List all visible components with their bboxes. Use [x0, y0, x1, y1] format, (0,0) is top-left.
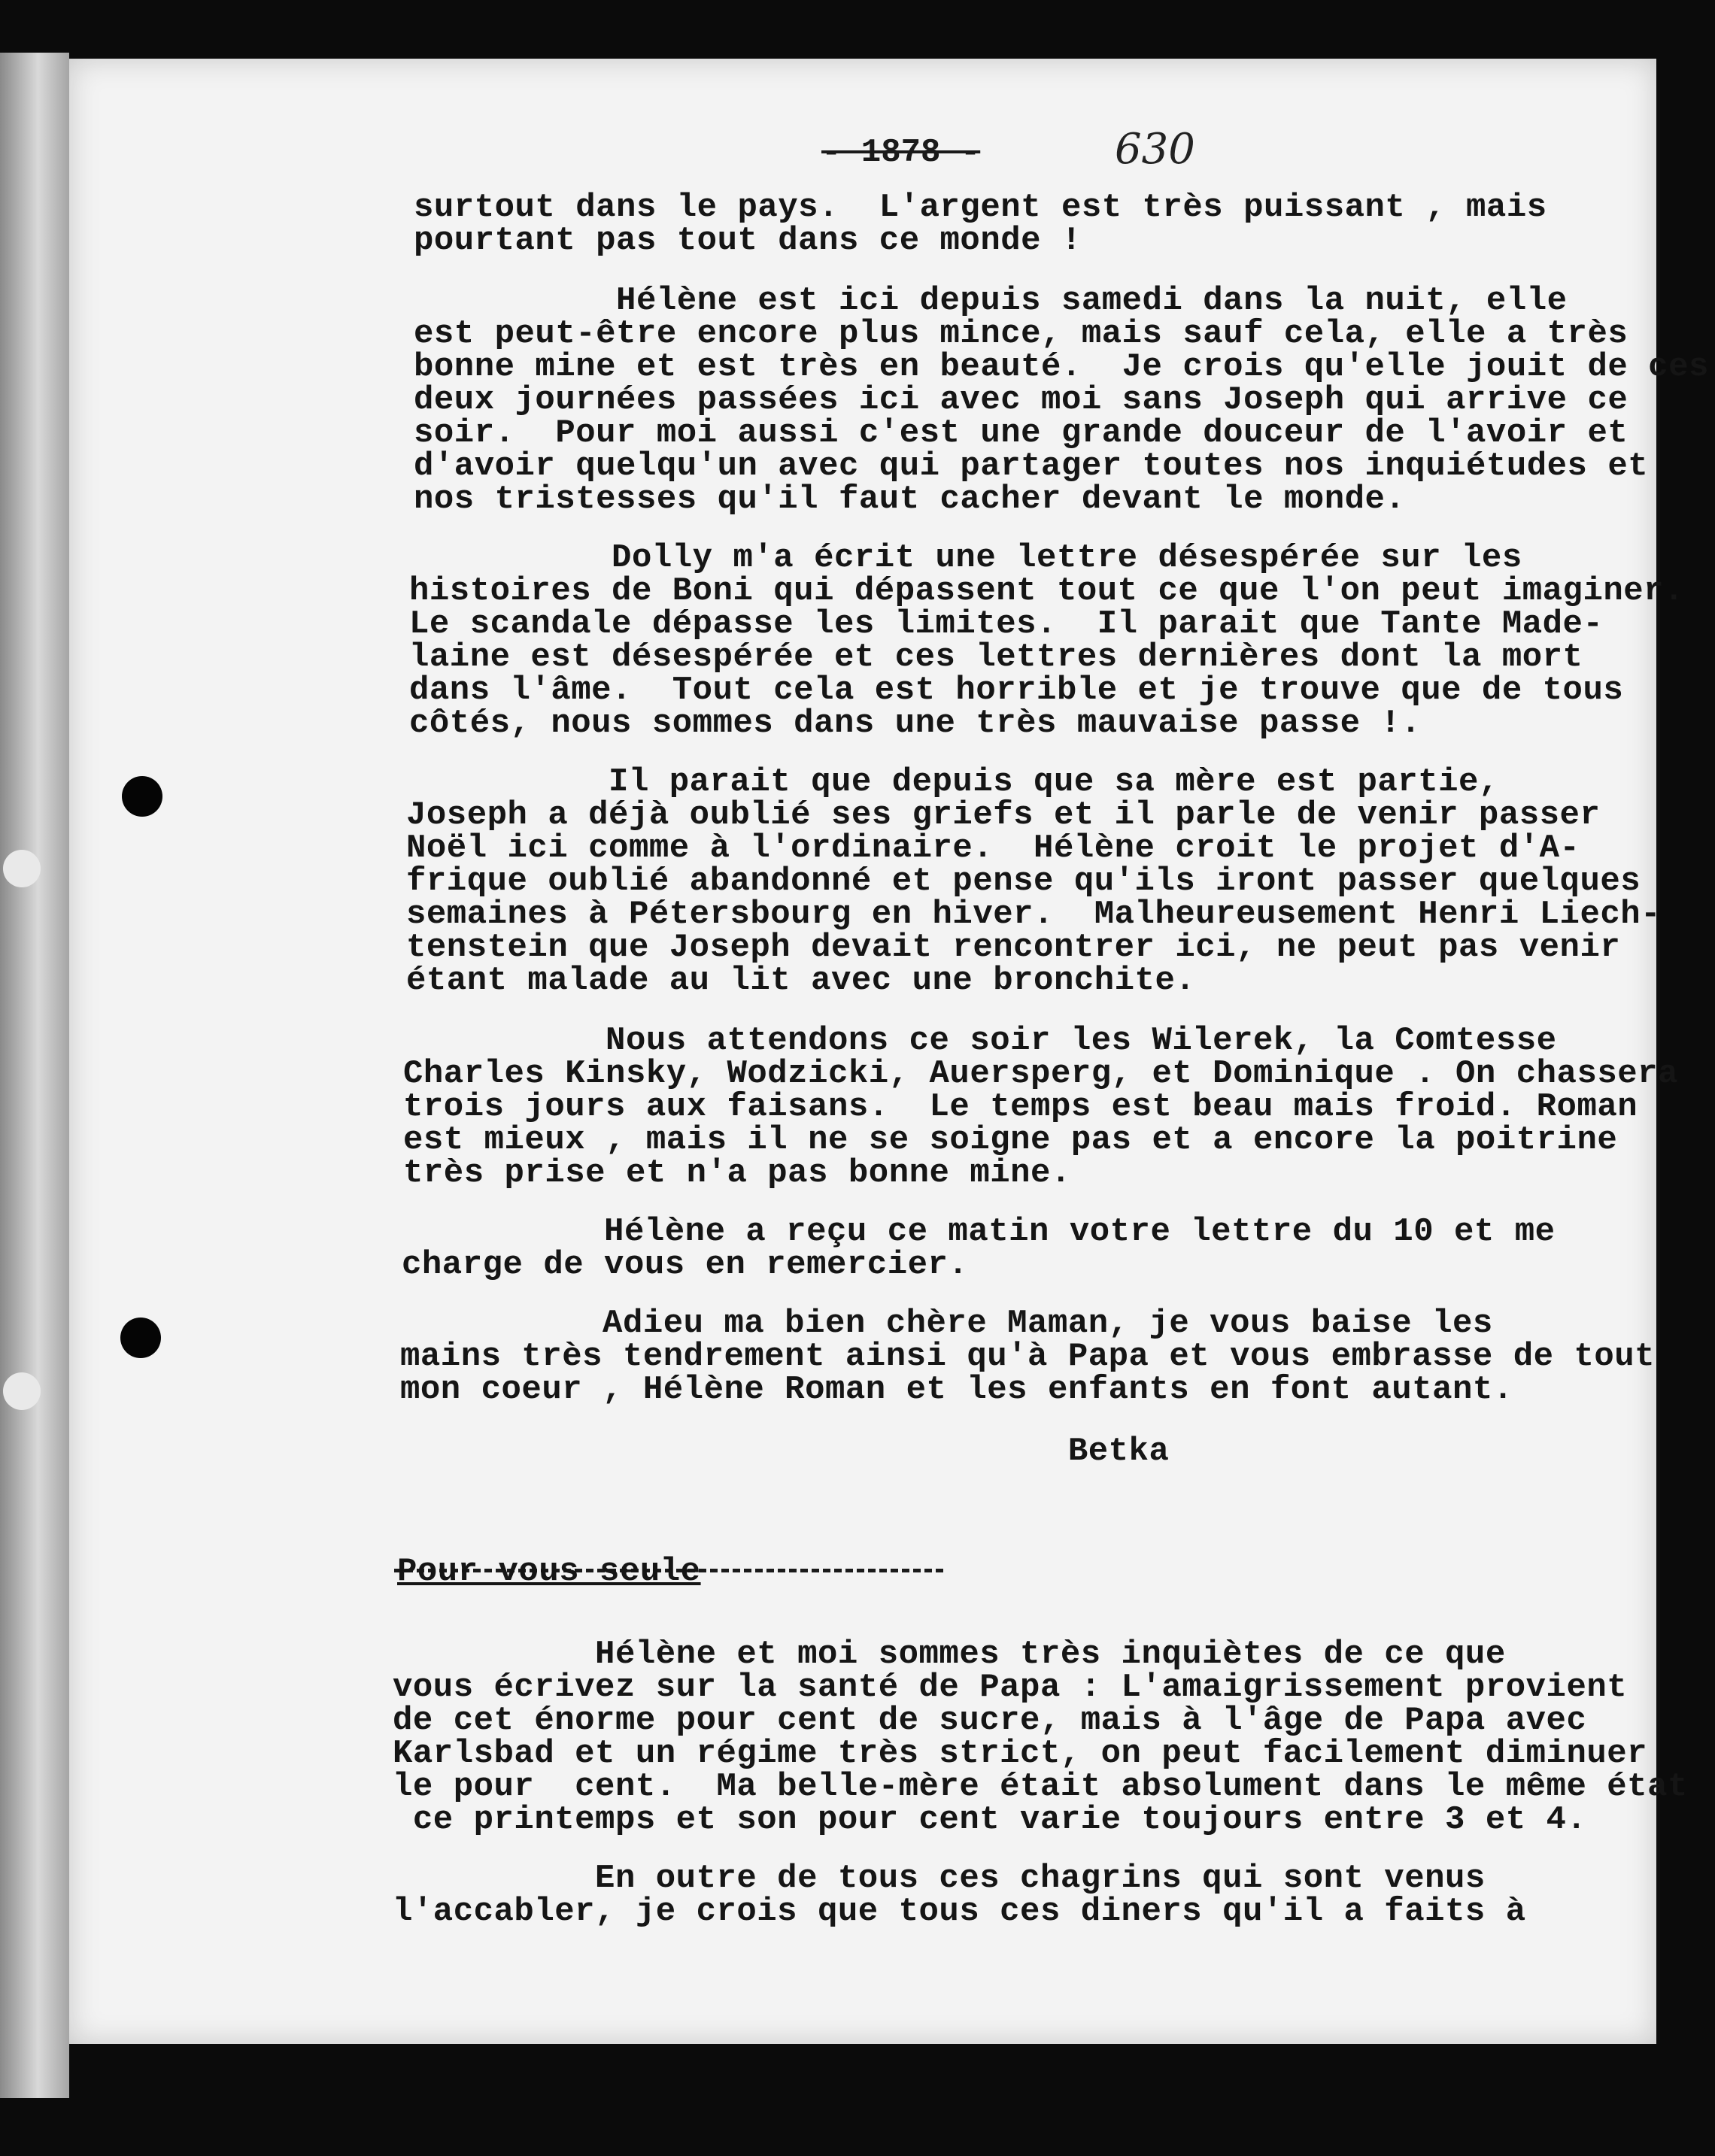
text-line: soir. Pour moi aussi c'est une grande douceur de l'avoir et: [414, 414, 1628, 452]
text-line: Dolly m'a écrit une lettre désespérée sur les: [409, 539, 1522, 577]
text-line: côtés, nous sommes dans une très mauvaise passe !.: [409, 705, 1422, 742]
document-page: [69, 59, 1709, 2044]
text-line: Le scandale dépasse les limites. Il parait que Tante Made-: [409, 605, 1604, 643]
punch-hole: [120, 1318, 161, 1358]
text-line: de cet énorme pour cent de sucre, mais à l'âge de Papa avec: [393, 1702, 1587, 1739]
text-line: frique oublié abandonné et pense qu'ils iront passer quelques: [406, 863, 1641, 900]
text-line: Nous attendons ce soir les Wilerek, la Comtesse: [403, 1022, 1557, 1060]
text-line: Adieu ma bien chère Maman, je vous baise les: [400, 1305, 1493, 1342]
handwritten-page-number: 630: [1115, 125, 1195, 174]
text-line: vous écrivez sur la santé de Papa : L'amaigrissement provient: [393, 1669, 1628, 1706]
text-line: nos tristesses qu'il faut cacher devant le monde.: [414, 481, 1406, 518]
text-line: Joseph a déjà oublié ses griefs et il parle de venir passer: [406, 796, 1601, 834]
binder-spine: [0, 53, 69, 2098]
text-line: le pour cent. Ma belle-mère était absolument dans le même état: [393, 1768, 1688, 1806]
text-line: charge de vous en remercier.: [402, 1246, 969, 1284]
text-line: Karlsbad et un régime très strict, on peut facilement diminuer: [393, 1735, 1648, 1772]
text-line: dans l'âme. Tout cela est horrible et je trouve que de tous: [409, 672, 1624, 709]
text-line: Noël ici comme à l'ordinaire. Hélène croit le projet d'A-: [406, 829, 1580, 867]
text-line: mains très tendrement ainsi qu'à Papa et vous embrasse de tout: [400, 1338, 1656, 1375]
text-line: histoires de Boni qui dépassent tout ce que l'on peut imaginer.: [409, 572, 1684, 610]
text-line: semaines à Pétersbourg en hiver. Malheureusement Henri Liech-: [406, 896, 1662, 933]
text-line: très prise et n'a pas bonne mine.: [403, 1154, 1071, 1192]
typed-page-number: - 1878 -: [821, 134, 981, 171]
text-line: l'accabler, je crois que tous ces diners qu'il a faits à: [393, 1893, 1526, 1930]
text-line: pourtant pas tout dans ce monde !: [414, 222, 1082, 259]
binder-ring: [3, 1372, 41, 1410]
text-line: est mieux , mais il ne se soigne pas et a encore la poitrine: [403, 1121, 1618, 1159]
text-line: En outre de tous ces chagrins qui sont venus: [393, 1860, 1486, 1897]
text-line: deux journées passées ici avec moi sans Joseph qui arrive ce: [414, 381, 1628, 419]
text-line: Hélène est ici depuis samedi dans la nuit, elle: [414, 282, 1568, 320]
text-line: étant malade au lit avec une bronchite.: [406, 962, 1196, 999]
text-line: d'avoir quelqu'un avec qui partager toutes nos inquiétudes et: [414, 447, 1649, 485]
text-line: trois jours aux faisans. Le temps est beau mais froid. Roman: [403, 1088, 1638, 1126]
text-line: est peut-être encore plus mince, mais sauf cela, elle a très: [414, 315, 1628, 353]
text-line: bonne mine et est très en beauté. Je crois qu'elle jouit de ces: [414, 348, 1709, 386]
section-heading: Pour vous seule: [397, 1553, 701, 1590]
signature-line: Betka: [400, 1433, 1170, 1470]
text-line: Il parait que depuis que sa mère est partie,: [406, 763, 1499, 801]
text-line: surtout dans le pays. L'argent est très puissant , mais: [414, 189, 1547, 226]
text-line: Charles Kinsky, Wodzicki, Auersperg, et Dominique . On chassera: [403, 1055, 1678, 1093]
binder-ring: [3, 850, 41, 887]
text-line: laine est désespérée et ces lettres dernières dont la mort: [409, 638, 1583, 676]
punch-hole: [122, 776, 162, 817]
text-line: Hélène a reçu ce matin votre lettre du 10 et me: [402, 1213, 1556, 1251]
text-line: mon coeur , Hélène Roman et les enfants en font autant.: [400, 1371, 1513, 1409]
text-line: tenstein que Joseph devait rencontrer ici, ne peut pas venir: [406, 929, 1621, 966]
text-line: ce printemps et son pour cent varie toujours entre 3 et 4.: [393, 1801, 1587, 1839]
text-line: Hélène et moi sommes très inquiètes de ce que: [393, 1636, 1506, 1673]
